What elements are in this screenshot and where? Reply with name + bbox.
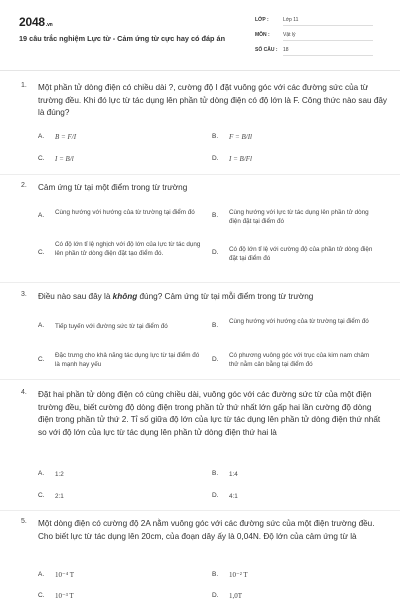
- option-label: C.: [38, 592, 45, 599]
- option-text: Cùng hướng với hướng của từ trường tại điểm đó: [229, 318, 369, 325]
- meta-subject-key: MÔN :: [255, 32, 270, 38]
- logo-text: 2048: [19, 15, 45, 29]
- question-text: Đặt hai phần tử dòng điện có cùng chiều dài, vuông góc với các đường sức từ của một điện trường đều, biết cường độ dòng điện trong phần tử thứ nhất lớn gấp hai lần cường độ dòng điện trong phần tử thứ 2. Tỉ số giữa độ lớn của lực từ tác dụng lên phần tử dòng điện thứ nhất so với độ lớn của lực từ tác dụng lên phần tử dòng điện thứ hai là: [38, 390, 381, 437]
- option-text: 10⁻⁴ T: [55, 571, 75, 579]
- question-text: Cảm ứng từ tại một điểm trong từ trường: [38, 183, 188, 192]
- option-text: 1:4: [229, 471, 238, 478]
- meta-subject-value: Vật lý: [283, 32, 373, 41]
- option-label: B.: [212, 571, 219, 578]
- option-text: Tiếp tuyến với đường sức từ tại điểm đó: [55, 323, 168, 330]
- site-logo[interactable]: [19, 15, 53, 29]
- option-text: 10⁻² T: [229, 571, 248, 579]
- question-number: 5.: [21, 518, 27, 525]
- option-text: 10⁻³ T: [55, 592, 74, 600]
- question-divider: [0, 379, 400, 380]
- option-label: A.: [38, 322, 45, 329]
- question-keyword: không: [112, 292, 138, 301]
- option-text: 4:1: [229, 493, 238, 500]
- meta-question-count: [255, 47, 373, 56]
- option-label: D.: [212, 249, 219, 256]
- option-label: C.: [38, 155, 45, 162]
- option-label: D.: [212, 592, 219, 599]
- question-text-pre: Điều nào sau đây là: [38, 292, 113, 301]
- question-number: 4.: [21, 389, 27, 396]
- option-text: Có độ lớn tỉ lệ nghịch với độ lớn của lực từ tác dụng lên phần tử dòng điện đặt tạo điểm đó.: [55, 241, 201, 257]
- option-label: B.: [212, 133, 219, 140]
- option-label: A.: [38, 470, 45, 477]
- document-header: [0, 0, 400, 70]
- option-formula: F = B/Il: [229, 133, 252, 141]
- meta-count-key: SỐ CÂU :: [255, 47, 278, 53]
- option-formula: B = F/I: [55, 133, 77, 141]
- header-divider: [0, 70, 400, 71]
- meta-subject: [255, 32, 373, 41]
- option-label: B.: [212, 212, 219, 219]
- question-divider: [0, 174, 400, 175]
- option-label: C.: [38, 356, 45, 363]
- option-label: B.: [212, 470, 219, 477]
- question-number: 1.: [21, 82, 27, 89]
- meta-class: [255, 17, 373, 26]
- meta-class-value: Lớp 11: [283, 17, 373, 26]
- option-formula: I = B/Fl: [229, 155, 252, 163]
- option-text: Có độ lớn tỉ lệ với cường độ của phần tử dòng điện đặt tại điểm đó: [229, 246, 373, 262]
- option-label: A.: [38, 571, 45, 578]
- question-text-post: đúng? Cảm ứng từ tại mỗi điểm trong từ trường: [137, 292, 314, 301]
- question-text: [38, 291, 388, 304]
- logo-suffix: .vn: [45, 22, 53, 28]
- option-label: D.: [212, 492, 219, 499]
- option-label: D.: [212, 155, 219, 162]
- question-number: 2.: [21, 182, 27, 189]
- option-text: Cùng hướng với hướng của từ trường tại điểm đó: [55, 209, 195, 216]
- option-label: B.: [212, 322, 219, 329]
- option-text: Có phương vuông góc với trục của kim nam châm thử nằm cân bằng tại điểm đó: [229, 352, 370, 368]
- meta-class-key: LỚP :: [255, 17, 269, 23]
- question-number: 3.: [21, 291, 27, 298]
- option-label: A.: [38, 212, 45, 219]
- option-label: D.: [212, 356, 219, 363]
- option-label: C.: [38, 249, 45, 256]
- option-text: Cùng hướng với lực từ tác dụng lên phần tử dòng điện đặt tại điểm đó: [229, 209, 369, 225]
- question-text: Một dòng điện có cường độ 2A nằm vuông góc với các đường sức của một điện trường đều. Cho biết lực từ tác dụng lên 20cm, của đoạn dây ấy là 0,04N. Độ lớn của cảm ứng từ là: [38, 519, 375, 541]
- option-formula: I = B/l: [55, 155, 74, 163]
- question-divider: [0, 282, 400, 283]
- question-text: Một phần tử dòng điện có chiều dài ?, cường độ I đặt vuông góc với các đường sức của từ trường đều. Khi đó lực từ tác dụng lên phần tử dòng điện có độ lớn là F. Công thức nào sau đây là đúng?: [38, 83, 388, 117]
- option-label: A.: [38, 133, 45, 140]
- option-text: 2:1: [55, 493, 64, 500]
- option-text: Đặc trưng cho khả năng tác dụng lực từ tại điểm đó là mạnh hay yếu: [55, 352, 200, 368]
- question-divider: [0, 510, 400, 511]
- option-text: 1,0T: [229, 592, 243, 600]
- document-title: 19 câu trắc nghiệm Lực từ - Cảm ứng từ cực hay có đáp án: [19, 34, 226, 43]
- option-text: 1:2: [55, 471, 64, 478]
- option-label: C.: [38, 492, 45, 499]
- meta-count-value: 18: [283, 47, 373, 56]
